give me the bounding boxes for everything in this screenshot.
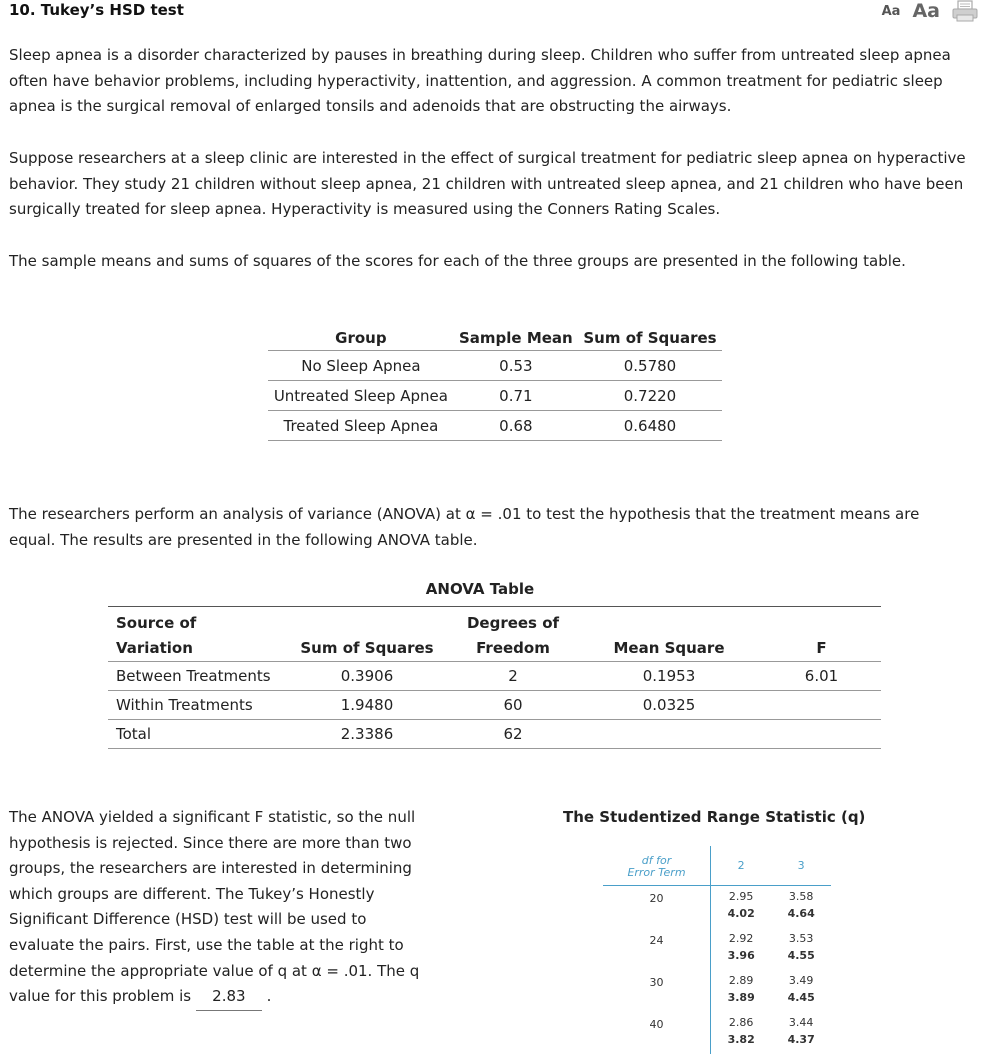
intro-paragraph: Sleep apnea is a disorder characterized by pauses in breathing during sleep. Children who suffer from untreated sleep apnea often have behavior problems, including hyperactivity, inattention, and aggression. A common treatment for pediatric sleep apnea is the surgical removal of enlarged tonsils and adenoids that are obstructing the airways. (9, 46, 951, 115)
sum-of-squares: 0.7220 (578, 381, 722, 411)
header-line: Variation (116, 639, 193, 657)
table-row (603, 970, 831, 1012)
q-alpha-01: 4.55 (787, 949, 815, 962)
q-alpha-01: 4.45 (787, 991, 815, 1004)
q-cell (711, 886, 772, 929)
table-row (268, 411, 722, 441)
decrease-font-button[interactable]: Aa (881, 3, 901, 19)
ss-value: 2.3386 (284, 720, 450, 749)
ms-value: 0.0325 (576, 691, 762, 720)
q-alpha-05: 3.58 (788, 890, 814, 903)
table-row (108, 691, 881, 720)
df-value: 2 (450, 662, 576, 691)
column-header-source (108, 607, 284, 662)
q-alpha-05: 3.44 (788, 1016, 814, 1029)
column-header-f: F (762, 607, 881, 662)
question-title: 10. Tukey’s HSD test (9, 1, 184, 19)
ss-value: 1.9480 (284, 691, 450, 720)
q-alpha-05: 2.86 (728, 1016, 754, 1029)
ms-value (576, 720, 762, 749)
studentized-range-table (603, 846, 831, 1054)
table-row (268, 351, 722, 381)
print-icon[interactable] (952, 0, 978, 22)
q-alpha-01: 3.96 (727, 949, 755, 962)
ss-value: 0.3906 (284, 662, 450, 691)
q-cell (771, 970, 831, 1012)
column-header-ms: Mean Square (576, 607, 762, 662)
source-label: Total (108, 720, 284, 749)
k-header-2: 2 (711, 846, 772, 886)
q-cell (771, 1012, 831, 1054)
header-line: Freedom (476, 639, 550, 657)
df-value: 30 (603, 970, 711, 1012)
sum-of-squares: 0.5780 (578, 351, 722, 381)
table-row (108, 662, 881, 691)
q-table-header (603, 846, 831, 886)
table-row (603, 1012, 831, 1054)
df-value: 40 (603, 1012, 711, 1054)
anova-header-row (108, 607, 881, 662)
q-alpha-05: 3.49 (788, 974, 814, 987)
df-value: 24 (603, 928, 711, 970)
df-error-term-header (603, 846, 711, 886)
tukey-question-text: The ANOVA yielded a significant F statistic, so the null hypothesis is rejected. Since there are more than two groups, the researchers are interested in determining which groups are different. The Tukey’s Honestly Significant Difference (HSD) test will be used to evaluate the pairs. First, use the table at the right to determine the appropriate value of q at α = .01. The q value for this problem is (9, 808, 420, 1006)
df-value: 60 (450, 691, 576, 720)
tukey-question (9, 805, 429, 1011)
toolbar (882, 0, 978, 22)
f-value (762, 691, 881, 720)
table-row (108, 720, 881, 749)
sample-mean: 0.68 (454, 411, 578, 441)
q-value-answer-field[interactable]: 2.83 (196, 984, 262, 1011)
table-intro-paragraph: The sample means and sums of squares of the scores for each of the three groups are presented in the following table. (9, 252, 906, 270)
column-header-ss: Sum of Squares (284, 607, 450, 662)
anova-table-title: ANOVA Table (425, 580, 535, 598)
k-header-3: 3 (771, 846, 831, 886)
df-value: 62 (450, 720, 576, 749)
sum-of-squares: 0.6480 (578, 411, 722, 441)
group-name: Treated Sleep Apnea (268, 411, 454, 441)
group-name: Untreated Sleep Apnea (268, 381, 454, 411)
column-header-group: Group (335, 329, 387, 347)
group-name: No Sleep Apnea (268, 351, 454, 381)
f-value: 6.01 (762, 662, 881, 691)
q-alpha-01: 3.82 (727, 1033, 755, 1046)
df-value: 20 (603, 886, 711, 929)
table-row (268, 381, 722, 411)
column-header-sum-of-squares: Sum of Squares (583, 329, 717, 347)
q-alpha-01: 3.89 (727, 991, 755, 1004)
ms-value: 0.1953 (576, 662, 762, 691)
q-cell (771, 928, 831, 970)
q-cell (711, 1012, 772, 1054)
source-label: Between Treatments (108, 662, 284, 691)
increase-font-button[interactable]: Aa (912, 0, 940, 22)
anova-table (108, 606, 881, 749)
q-alpha-05: 3.53 (788, 932, 814, 945)
column-header-df (450, 607, 576, 662)
table-row (603, 886, 831, 929)
q-alpha-01: 4.37 (787, 1033, 815, 1046)
group-table (268, 326, 722, 441)
source-label: Within Treatments (108, 691, 284, 720)
header-line: Error Term (627, 866, 686, 879)
sample-mean: 0.71 (454, 381, 578, 411)
q-alpha-05: 2.95 (728, 890, 754, 903)
sentence-end: . (266, 987, 272, 1006)
q-alpha-05: 2.89 (728, 974, 754, 987)
q-cell (771, 886, 831, 929)
group-table-header (268, 326, 722, 351)
q-cell (711, 928, 772, 970)
q-cell (711, 970, 772, 1012)
table-row (603, 928, 831, 970)
q-alpha-01: 4.64 (787, 907, 815, 920)
f-value (762, 720, 881, 749)
sample-mean: 0.53 (454, 351, 578, 381)
q-alpha-01: 4.02 (727, 907, 755, 920)
column-header-sample-mean: Sample Mean (459, 329, 573, 347)
q-table-title: The Studentized Range Statistic (q) (563, 808, 866, 826)
anova-intro-paragraph: The researchers perform an analysis of variance (ANOVA) at α = .01 to test the hypothesis that the treatment means are equal. The results are presented in the following ANOVA table. (9, 505, 920, 549)
header (0, 0, 992, 24)
study-paragraph: Suppose researchers at a sleep clinic are interested in the effect of surgical treatment for pediatric sleep apnea on hyperactive behavior. They study 21 children without sleep apnea, 21 children with untreated sleep apnea, and 21 children who have been surgically treated for sleep apnea. Hyperactivity is measured using the Conners Rating Scales. (9, 149, 966, 218)
header-line: Degrees of (466, 614, 560, 632)
q-alpha-05: 2.92 (728, 932, 754, 945)
header-line: df for (641, 854, 672, 867)
header-line: Source of (116, 614, 197, 632)
